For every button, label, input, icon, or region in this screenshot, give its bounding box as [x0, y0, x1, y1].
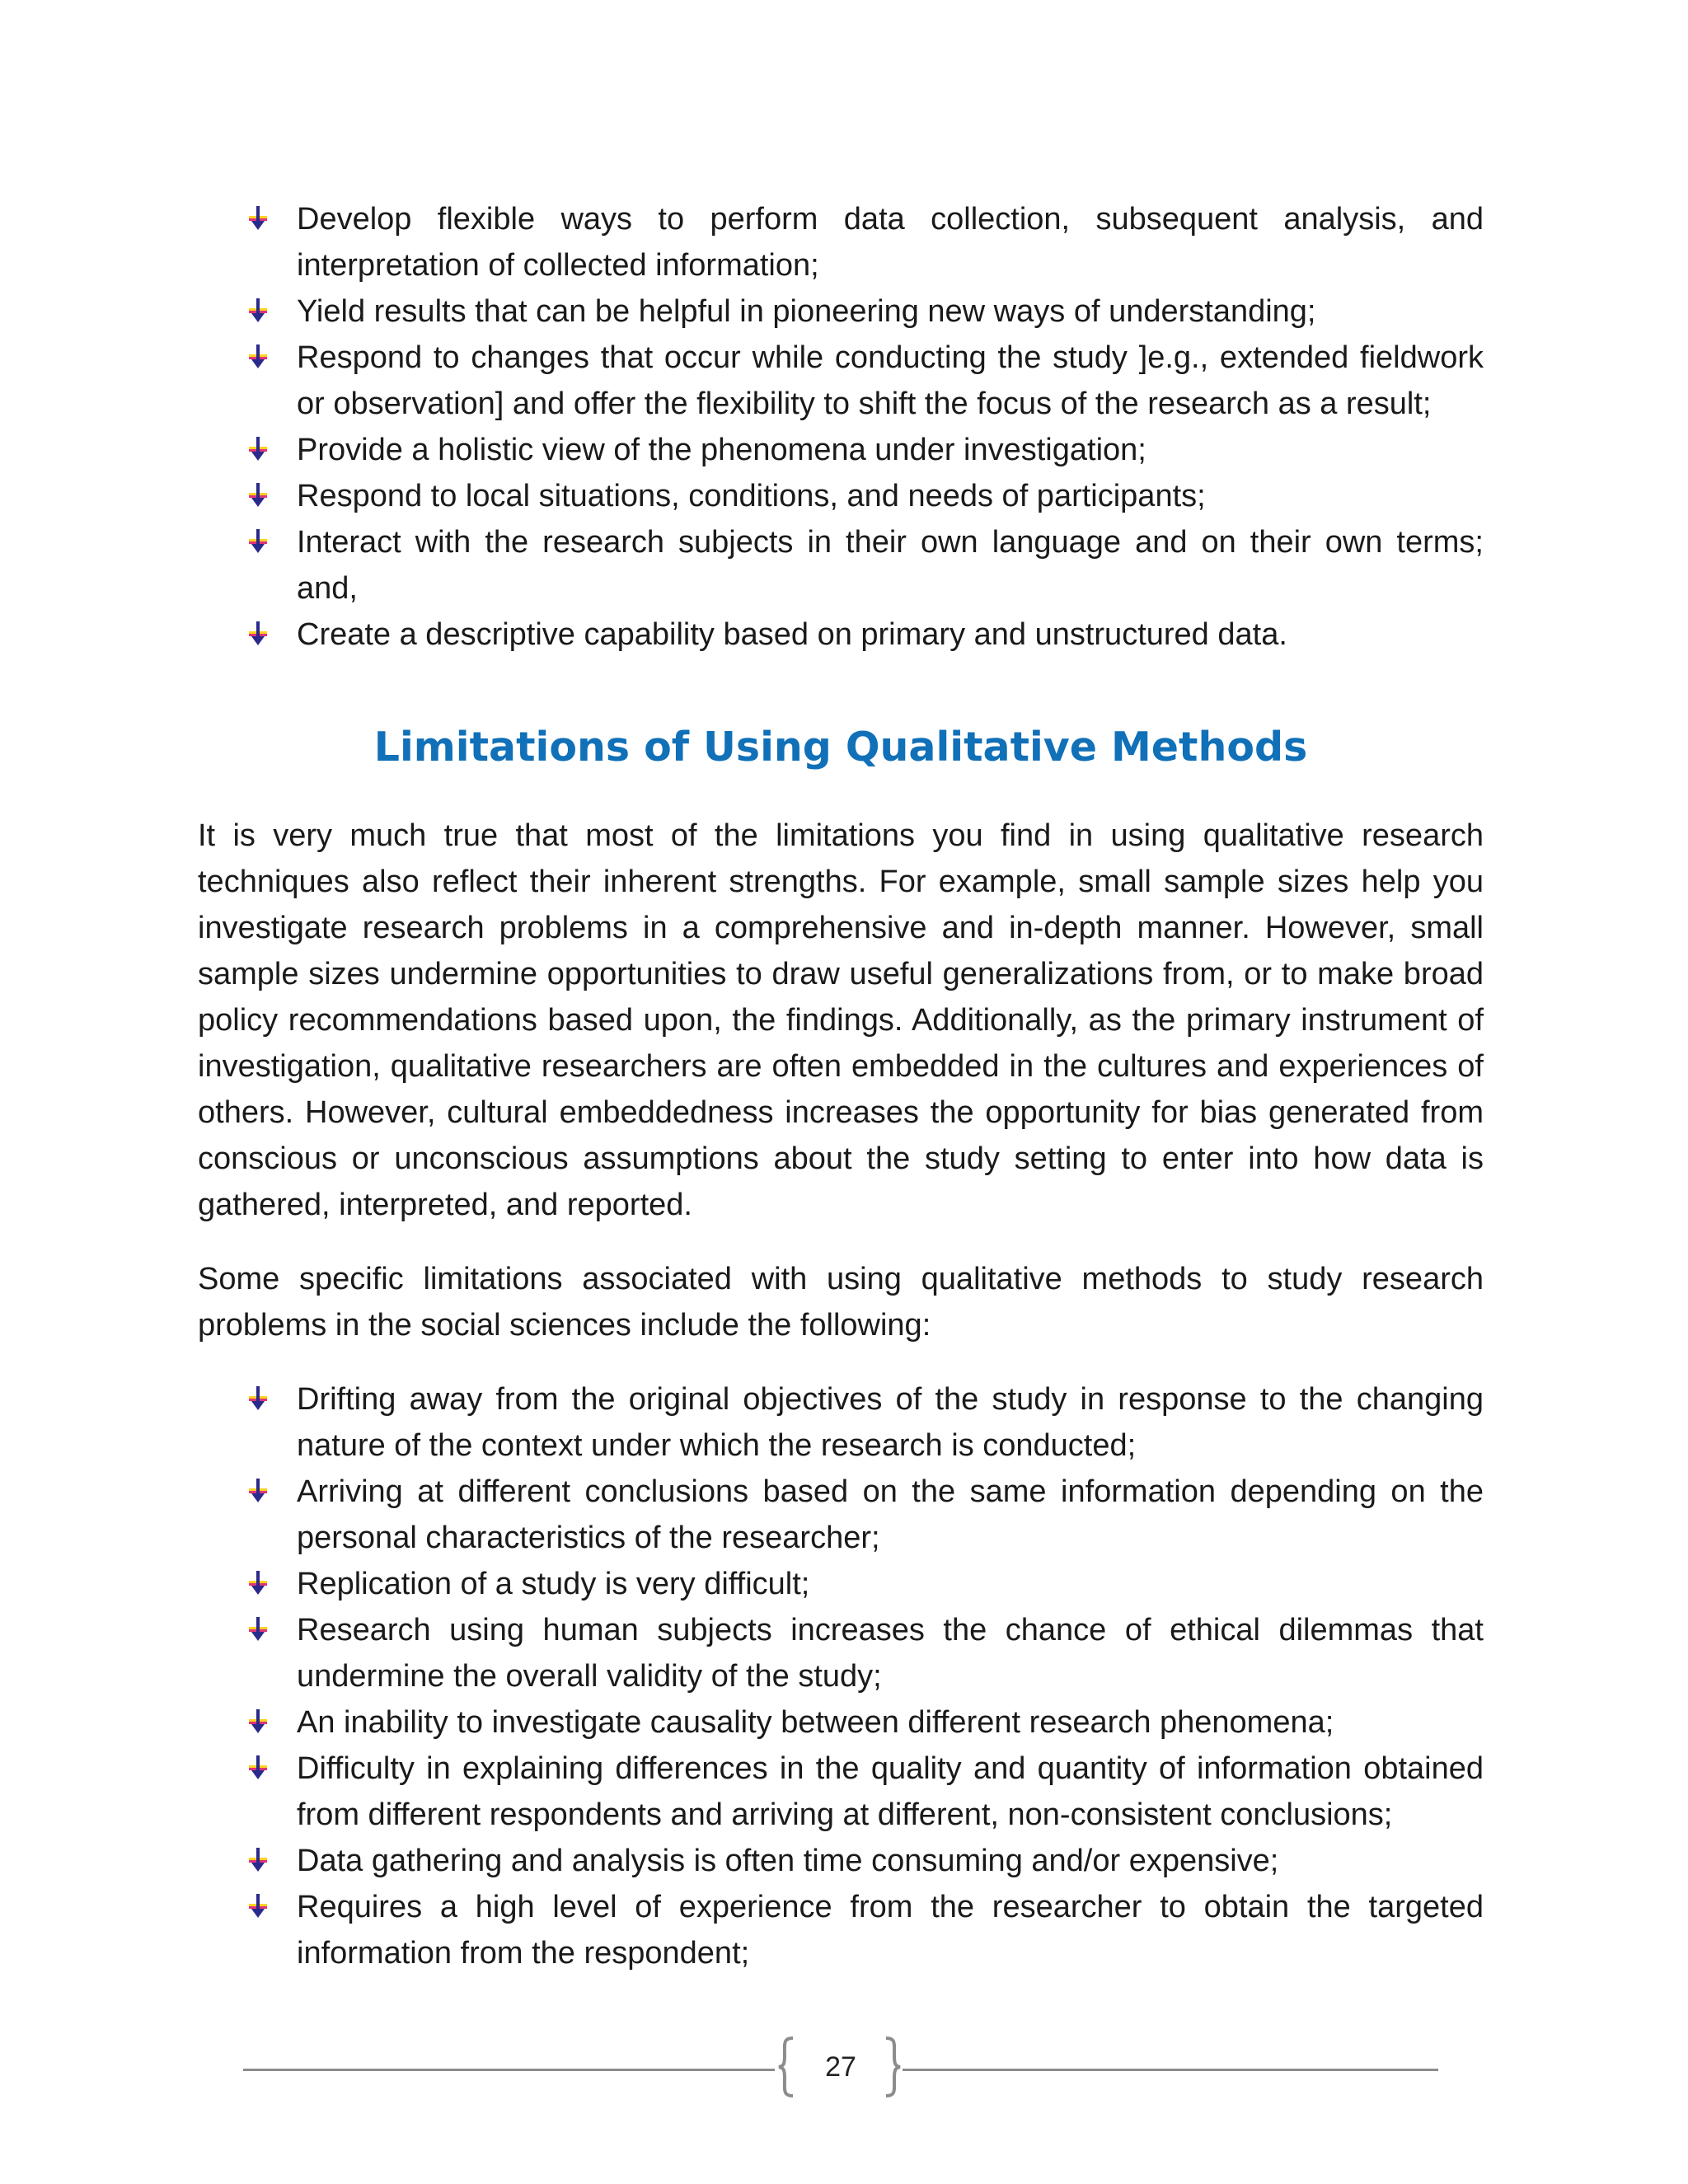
list-item	[297, 335, 1484, 427]
advantages-list	[198, 196, 1484, 658]
down-arrow-bullet-icon	[246, 529, 270, 554]
list-item	[297, 1699, 1484, 1746]
list-item-text: Data gathering and analysis is often time consuming and/or expensive;	[297, 1844, 1279, 1878]
down-arrow-bullet-icon	[246, 1617, 270, 1642]
list-item-text: Provide a holistic view of the phenomena under investigation;	[297, 433, 1146, 467]
left-brace-icon	[776, 2036, 796, 2098]
down-arrow-bullet-icon	[246, 206, 270, 231]
down-arrow-bullet-icon	[246, 437, 270, 462]
list-item-text: Develop flexible ways to perform data collection, subsequent analysis, and interpretation of collected information;	[297, 202, 1484, 283]
list-item-text: Arriving at different conclusions based on the same information depending on the personal characteristics of the researcher;	[297, 1474, 1484, 1555]
list-item	[297, 1838, 1484, 1884]
down-arrow-bullet-icon	[246, 1386, 270, 1411]
down-arrow-bullet-icon	[246, 1709, 270, 1734]
list-item-text: Create a descriptive capability based on primary and unstructured data.	[297, 617, 1287, 652]
list-item-text: Replication of a study is very difficult;	[297, 1567, 810, 1601]
down-arrow-bullet-icon	[246, 344, 270, 369]
down-arrow-bullet-icon	[246, 1571, 270, 1596]
list-item-text: Respond to changes that occur while conducting the study ]e.g., extended fieldwork or observation] and offer the flexibility to shift the focus of the research as a result;	[297, 340, 1484, 421]
section-heading: Limitations of Using Qualitative Methods	[373, 724, 1308, 771]
down-arrow-bullet-icon	[246, 298, 270, 323]
list-item-text: Requires a high level of experience from the researcher to obtain the targeted information from the respondent;	[297, 1890, 1484, 1971]
footer-rule-left	[243, 2069, 775, 2071]
list-item-text: Difficulty in explaining differences in the quality and quantity of information obtained from different respondents and arriving at different, non-consistent conclusions;	[297, 1751, 1484, 1832]
list-item	[297, 427, 1484, 473]
page-content	[198, 196, 1484, 1976]
list-item	[297, 612, 1484, 658]
list-item-text: Respond to local situations, conditions, and needs of participants;	[297, 479, 1206, 513]
page-number: 27	[825, 2051, 856, 2083]
down-arrow-bullet-icon	[246, 621, 270, 646]
list-item	[297, 473, 1484, 519]
down-arrow-bullet-icon	[246, 1755, 270, 1780]
list-item	[297, 196, 1484, 288]
down-arrow-bullet-icon	[246, 1479, 270, 1503]
list-item	[297, 1469, 1484, 1561]
body-paragraph: Some specific limitations associated with using qualitative methods to study research problems in the social sciences include the following:	[198, 1262, 1484, 1343]
list-item-text: Interact with the research subjects in their own language and on their own terms; and,	[297, 525, 1484, 606]
page-footer	[243, 2036, 1438, 2102]
list-item	[297, 1884, 1484, 1976]
limitations-list	[198, 1376, 1484, 1976]
list-item	[297, 288, 1484, 335]
list-item	[297, 1746, 1484, 1838]
down-arrow-bullet-icon	[246, 1894, 270, 1919]
list-item	[297, 1376, 1484, 1469]
footer-rule-right	[903, 2069, 1438, 2071]
list-item-text: An inability to investigate causality between different research phenomena;	[297, 1705, 1334, 1740]
list-item	[297, 1561, 1484, 1607]
right-brace-icon	[883, 2036, 903, 2098]
list-item-text: Yield results that can be helpful in pioneering new ways of understanding;	[297, 294, 1316, 329]
list-item-text: Research using human subjects increases the chance of ethical dilemmas that undermine the overall validity of the study;	[297, 1613, 1484, 1694]
down-arrow-bullet-icon	[246, 1848, 270, 1872]
down-arrow-bullet-icon	[246, 483, 270, 508]
body-paragraph: It is very much true that most of the limitations you find in using qualitative research techniques also reflect their inherent strengths. For example, small sample sizes help you investigate research problems in a comprehensive and in-depth manner. However, small sample sizes undermine opportunities to draw useful generalizations from, or to make broad policy recommendations based upon, the findings. Additionally, as the primary instrument of investigation, qualitative researchers are often embedded in the cultures and experiences of others. However, cultural embeddedness increases the opportunity for bias generated from conscious or unconscious assumptions about the study setting to enter into how data is gathered, interpreted, and reported.	[198, 818, 1484, 1222]
list-item-text: Drifting away from the original objectives of the study in response to the changing nature of the context under which the research is conducted;	[297, 1382, 1484, 1463]
list-item	[297, 1607, 1484, 1699]
list-item	[297, 519, 1484, 612]
